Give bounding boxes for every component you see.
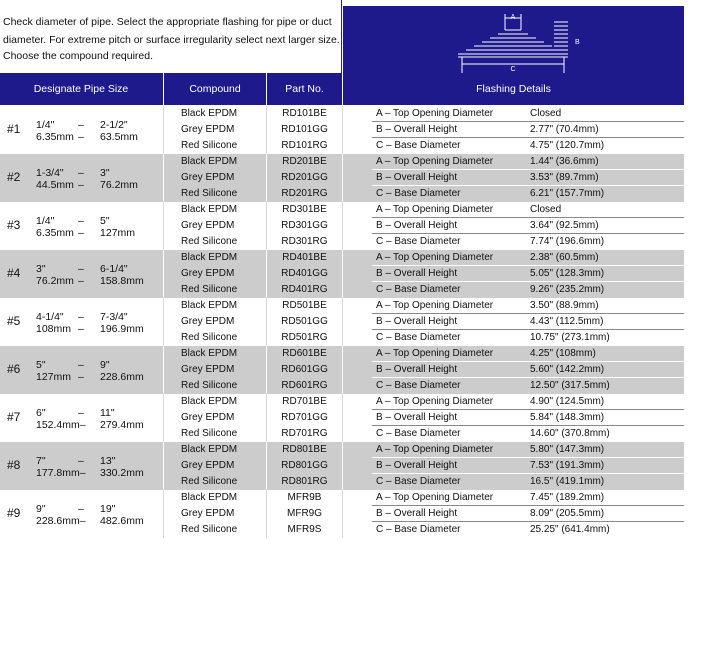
size-dash: – [78,227,84,239]
size-to-inches: 3" [100,167,110,179]
part-number: MFR9S [287,524,322,535]
column-divider [342,106,343,154]
size-from-inches: 4-1/4" [36,311,64,323]
header-part-no: Part No. [285,83,324,95]
detail-value: 4.90" (124.5mm) [530,396,605,407]
detail-value: 12.50" (317.5mm) [530,380,610,391]
detail-value: 9.26" (235.2mm) [530,284,605,295]
size-to-mm: 279.4mm [100,419,144,431]
detail-value: 3.64" (92.5mm) [530,220,599,231]
size-from-mm: 6.35mm [36,131,74,143]
compound-name: Black EPDM [181,156,238,167]
detail-label: C – Base Diameter [376,476,461,487]
compound-name: Red Silicone [181,236,238,247]
detail-label: A – Top Opening Diameter [376,492,494,503]
compound-name: Red Silicone [181,188,238,199]
detail-value: 14.60" (370.8mm) [530,428,610,439]
column-divider [163,154,164,202]
part-number: RD401RG [281,284,328,295]
column-divider [342,250,343,298]
pipe-size-group [0,202,684,250]
size-dash: – [78,359,84,371]
detail-value: 8.09" (205.5mm) [530,508,605,519]
header-pipe-size: Designate Pipe Size [33,83,129,95]
compound-name: Red Silicone [181,428,238,439]
detail-label: B – Overall Height [376,124,458,135]
compound-name: Grey EPDM [181,268,235,279]
detail-label: A – Top Opening Diameter [376,204,494,215]
size-dash: – [78,503,84,515]
detail-value: Closed [530,108,562,119]
detail-label: C – Base Diameter [376,236,461,247]
size-to-inches: 9" [100,359,110,371]
part-number: RD401GG [281,268,328,279]
part-number: RD101GG [281,124,328,135]
detail-value: 7.74" (196.6mm) [530,236,605,247]
group-number: #4 [7,266,21,280]
diagram-label-b: B [575,39,580,46]
column-divider [163,106,164,154]
compound-name: Black EPDM [181,444,238,455]
flashing-diagram [343,6,684,73]
size-from-mm: 108mm [36,323,72,335]
compound-name: Red Silicone [181,524,238,535]
group-number: #5 [7,314,21,328]
diagram-label-c: C [510,66,516,73]
size-from-inches: 1/4" [36,119,55,131]
pipe-size-group [0,490,684,538]
group-number: #8 [7,458,21,472]
column-divider [163,394,164,442]
compound-name: Black EPDM [181,204,238,215]
size-to-inches: 13" [100,455,116,467]
column-divider [163,490,164,538]
detail-label: A – Top Opening Diameter [376,156,494,167]
flashing-diagram-drawing [343,6,684,73]
detail-label: B – Overall Height [376,220,458,231]
size-dash: – [78,455,84,467]
detail-value: 5.60" (142.2mm) [530,364,605,375]
detail-label: A – Top Opening Diameter [376,348,494,359]
size-from-inches: 1-3/4" [36,167,64,179]
part-number: RD101RG [281,140,328,151]
group-number: #3 [7,218,21,232]
pipe-size-group [0,106,684,154]
detail-label: A – Top Opening Diameter [376,108,494,119]
detail-label: B – Overall Height [376,364,458,375]
size-from-mm: 76.2mm [36,275,74,287]
detail-label: C – Base Diameter [376,524,461,535]
part-number: RD801BE [282,444,327,455]
size-from-inches: 7" [36,455,46,467]
part-number: MFR9G [287,508,322,519]
detail-label: C – Base Diameter [376,188,461,199]
detail-value: 5.84" (148.3mm) [530,412,605,423]
detail-label: C – Base Diameter [376,332,461,343]
detail-label: A – Top Opening Diameter [376,300,494,311]
group-number: #6 [7,362,21,376]
size-to-mm: 76.2mm [100,179,138,191]
compound-name: Grey EPDM [181,508,235,519]
size-dash: – [78,179,84,191]
pipe-size-group [0,346,684,394]
part-number: RD501RG [281,332,328,343]
detail-value: 4.43" (112.5mm) [530,316,604,327]
detail-value: 4.75" (120.7mm) [530,140,605,151]
column-divider [342,394,343,442]
group-number: #7 [7,410,21,424]
part-number: RD701RG [281,428,328,439]
pipe-size-group [0,298,684,346]
detail-value: 2.77" (70.4mm) [530,124,599,135]
part-number: RD201GG [281,172,328,183]
compound-name: Black EPDM [181,252,238,263]
detail-label: B – Overall Height [376,412,458,423]
table-header [0,73,684,105]
pipe-size-group [0,250,684,298]
size-to-inches: 19" [100,503,116,515]
detail-label: B – Overall Height [376,268,458,279]
size-from-mm: 127mm [36,371,72,383]
pipe-size-group [0,442,684,490]
size-from-inches: 5" [36,359,46,371]
size-dash: – [78,167,84,179]
size-to-mm: 63.5mm [100,131,138,143]
part-number: RD701GG [281,412,328,423]
part-number: RD801GG [281,460,328,471]
detail-value: 16.5" (419.1mm) [530,476,605,487]
detail-value: 5.05" (128.3mm) [530,268,605,279]
compound-name: Grey EPDM [181,316,235,327]
detail-label: B – Overall Height [376,508,458,519]
detail-value: 7.53" (191.3mm) [530,460,605,471]
detail-value: 2.38" (60.5mm) [530,252,599,263]
part-number: RD101BE [282,108,327,119]
intro-text-line-2: diameter. For extreme pitch or surface irregularity select next larger size. [3,34,340,46]
size-to-mm: 330.2mm [100,467,144,479]
size-dash: – [78,311,84,323]
part-number: RD201RG [281,188,328,199]
detail-label: C – Base Diameter [376,380,461,391]
size-from-inches: 1/4" [36,215,55,227]
part-number: MFR9B [287,492,322,503]
intro-text-line-3: Choose the compound required. [3,50,154,62]
column-divider [342,202,343,250]
size-dash: – [78,215,84,227]
part-number: RD801RG [281,476,328,487]
size-to-mm: 196.9mm [100,323,144,335]
part-number: RD301BE [282,204,327,215]
header-compound: Compound [189,83,241,95]
detail-label: A – Top Opening Diameter [376,444,494,455]
compound-name: Red Silicone [181,140,238,151]
detail-label: B – Overall Height [376,460,458,471]
detail-value: 3.53" (89.7mm) [530,172,599,183]
column-divider [342,154,343,202]
size-from-mm: 228.6mm– [36,515,86,527]
group-number: #2 [7,170,21,184]
column-divider [342,298,343,346]
detail-label: C – Base Diameter [376,140,461,151]
column-divider [342,442,343,490]
compound-name: Grey EPDM [181,220,235,231]
size-dash: – [78,263,84,275]
detail-label: B – Overall Height [376,316,458,327]
size-dash: – [78,407,84,419]
size-from-mm: 177.8mm– [36,467,86,479]
part-number: RD601GG [281,364,328,375]
group-number: #1 [7,122,21,136]
compound-name: Grey EPDM [181,172,235,183]
detail-value: 4.25" (108mm) [530,348,596,359]
compound-name: Black EPDM [181,396,238,407]
size-from-mm: 6.35mm [36,227,74,239]
part-number: RD501BE [282,300,327,311]
detail-value: 1.44" (36.6mm) [530,156,599,167]
column-divider [342,490,343,538]
size-from-inches: 3" [36,263,46,275]
column-divider [163,202,164,250]
compound-name: Grey EPDM [181,412,235,423]
detail-value: Closed [530,204,562,215]
pipe-size-group [0,154,684,202]
detail-value: 5.80" (147.3mm) [530,444,605,455]
detail-value: 6.21" (157.7mm) [530,188,605,199]
part-number: RD301RG [281,236,328,247]
detail-value: 10.75" (273.1mm) [530,332,610,343]
column-divider [163,250,164,298]
column-divider [342,346,343,394]
column-divider [163,442,164,490]
size-to-mm: 127mm [100,227,136,239]
compound-name: Grey EPDM [181,364,235,375]
detail-value: 25.25" (641.4mm) [530,524,610,535]
header-flashing-details: Flashing Details [476,83,551,95]
size-dash: – [78,323,84,335]
size-dash: – [78,119,84,131]
part-number: RD401BE [282,252,327,263]
size-from-inches: 6" [36,407,46,419]
intro-panel [0,0,342,73]
size-to-mm: 158.8mm [100,275,144,287]
detail-value: 3.50" (88.9mm) [530,300,599,311]
size-from-mm: 44.5mm [36,179,74,191]
intro-text-line-1: Check diameter of pipe. Select the appropriate flashing for pipe or duct [3,16,332,28]
size-to-mm: 482.6mm [100,515,144,527]
compound-name: Red Silicone [181,380,238,391]
size-from-inches: 9" [36,503,46,515]
part-number: RD301GG [281,220,328,231]
size-dash: – [78,275,84,287]
size-from-mm: 152.4mm– [36,419,86,431]
compound-name: Grey EPDM [181,124,235,135]
diagram-label-a: A [510,14,516,21]
detail-value: 7.45" (189.2mm) [530,492,605,503]
detail-label: A – Top Opening Diameter [376,396,494,407]
detail-label: B – Overall Height [376,172,458,183]
pipe-size-group [0,394,684,442]
compound-name: Black EPDM [181,348,238,359]
compound-name: Black EPDM [181,492,238,503]
part-number: RD601BE [282,348,327,359]
detail-label: C – Base Diameter [376,428,461,439]
size-to-inches: 2-1/2" [100,119,128,131]
part-number: RD701BE [282,396,327,407]
compound-name: Red Silicone [181,476,238,487]
part-number: RD501GG [281,316,328,327]
compound-name: Red Silicone [181,284,238,295]
compound-name: Red Silicone [181,332,238,343]
size-dash: – [78,371,84,383]
column-divider [163,298,164,346]
size-dash: – [78,131,84,143]
part-number: RD201BE [282,156,327,167]
size-to-inches: 6-1/4" [100,263,128,275]
size-to-mm: 228.6mm [100,371,144,383]
size-to-inches: 7-3/4" [100,311,128,323]
part-number: RD601RG [281,380,328,391]
size-to-inches: 5" [100,215,110,227]
compound-name: Black EPDM [181,300,238,311]
compound-name: Black EPDM [181,108,238,119]
column-divider [163,346,164,394]
detail-label: C – Base Diameter [376,284,461,295]
detail-label: A – Top Opening Diameter [376,252,494,263]
group-number: #9 [7,506,21,520]
size-to-inches: 11" [100,407,115,419]
compound-name: Grey EPDM [181,460,235,471]
